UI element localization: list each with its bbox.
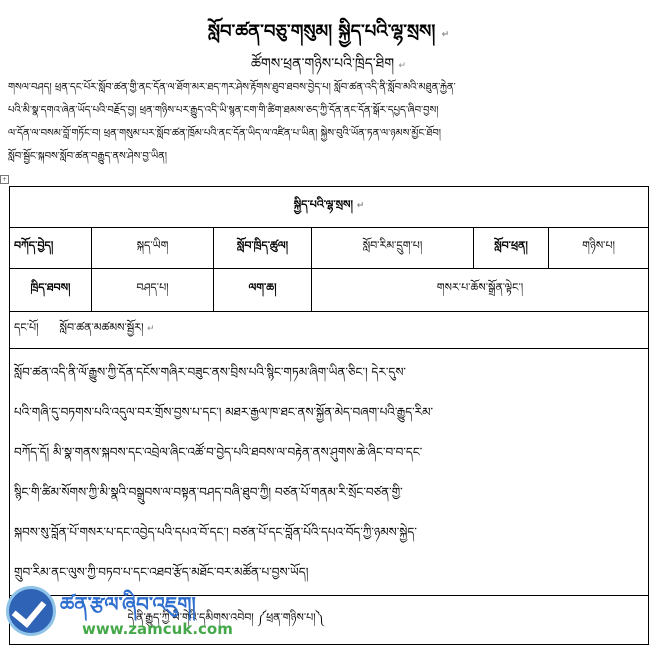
body-line: བཀོད་དོ། མི་སྣ་གནས་སྐབས་དང་འབྲེལ་ཞིང་འཚོ་བ་བྱེད་པའི་ཐབས་ལ་བརྟེན་ནས་ཤུགས་ཆེ་ཞིང་བ་བ་དང་ bbox=[14, 445, 423, 459]
section-number: དང་པོ། bbox=[14, 320, 39, 334]
table-title-row bbox=[10, 187, 649, 228]
checkmark-circle-logo-icon bbox=[6, 586, 56, 636]
document-title: སློབ་ཚན་བཅུ་གསུམ། སྐྱིད་པའི་ལྷ་སྲས། ↵ bbox=[207, 21, 450, 42]
unit-label: སློབ་ཕྲན། bbox=[474, 228, 549, 269]
intro-paragraph bbox=[8, 76, 648, 168]
table-row bbox=[10, 269, 649, 312]
body-row bbox=[10, 349, 649, 596]
site-watermark bbox=[2, 578, 252, 658]
watermark-site-name: ཚན་རྩལ་ཞིབ་འཇུག། bbox=[60, 592, 196, 616]
designer-label: བཀོད་བྱེད། bbox=[10, 228, 92, 269]
grade-label: སློབ་ཁྲིད་ཚུལ། bbox=[214, 228, 312, 269]
method-value: བཤད་པ། bbox=[92, 269, 214, 312]
document-subtitle: ཚོགས་ཕྲན་གཉིས་པའི་ཁྲིད་ཐིག ↵ bbox=[250, 56, 407, 72]
method-label: ཁྲིད་ཐབས། bbox=[10, 269, 92, 312]
section-heading bbox=[10, 312, 649, 349]
paragraph-mark-icon: ↵ bbox=[441, 30, 450, 40]
intro-line: གསལ་བཤད། ཕྲན་དང་པོར་སློབ་ཚན་གྱི་ནང་དོན་ལ་ཐོག་མར་ཐད་ཀར་ཤེས་རྟོགས་ཐུབ་ཐབས་བྱེད་པ། སློབ་ཚན་འདི་ནི་སློབ་མའི་མཐུན་རྐྱེན་ bbox=[8, 82, 456, 93]
table-move-handle-icon[interactable]: + bbox=[1, 176, 8, 183]
watermark-url: www.zamcuk.com bbox=[82, 620, 233, 638]
body-line: སྙིང་གི་ཚིམ་སོགས་ཀྱི་མི་སྣའི་བསྒྲུབས་ལ་བསྟན་བཤད་བཞི་ཐུབ་ཀྱི། བཙན་པོ་གནམ་རི་སྲོང་བཙན་གྱི་ bbox=[14, 485, 403, 499]
tool-value: གསར་པ་ཆོས་སྒྲོན་ལྟེང་། bbox=[312, 269, 649, 312]
paragraph-mark-icon: ↵ bbox=[356, 200, 365, 211]
body-line: སློབ་ཚན་འདི་ནི་ལོ་རྒྱུས་ཀྱི་དོན་དངོས་གཞིར་བཟུང་ནས་བྲིས་པའི་སྙིང་གཏམ་ཞིག་ཡིན་ཅིང་། དེར་དུས་ bbox=[14, 365, 406, 379]
tool-label: ལག་ཆ། bbox=[214, 269, 312, 312]
body-line: གྲུབ་རིམ་ནང་ལུས་ཀྱི་བཏབ་པ་དང་འཐབ་རྩོད་མཐོང་བར་མཚོན་པ་བྱས་ཡོད། bbox=[14, 565, 309, 579]
section-title: སློབ་ཚན་མཚམས་སྦྱོར། bbox=[59, 320, 144, 334]
unit-value: གཉིས་པ། bbox=[549, 228, 649, 269]
lesson-table bbox=[9, 186, 649, 645]
body-line: པའི་གཞི་དུ་བཏགས་པའི་འདུལ་བར་གྲོས་བྱས་པ་དང་། མཐར་རྒྱལ་ཁ་ཐང་ནས་སྐྱོན་མེད་བཞག་པའི་རྒྱུད་རིམ་ bbox=[14, 405, 434, 419]
intro-line: ལ་དོན་ལ་བསམ་བློ་གཏོང་བ། ཕྲན་གསུམ་པར་སློབ་ཚན་ཁྲོམ་པའི་ནང་དོན་ཡིད་ལ་འཛིན་པ་ཡིན། སྐྱེས་བུའི་ཡོན་ཏན་ལ་ཉམས་མྱོང་ཐོབ། bbox=[8, 128, 441, 139]
intro-line: སློབ་སྦྱོང་སྐབས་སློབ་ཚན་བརྒྱུད་ནས་ཤེས་བྱ་ཡིན། bbox=[8, 151, 168, 162]
paragraph-mark-icon: ↵ bbox=[147, 323, 155, 334]
grade-value: སློབ་རིམ་དྲུག་པ། bbox=[312, 228, 474, 269]
intro-line: པའི་མི་སྣ་དགའ་ཞེན་ཡོད་པའི་བརྗོད་བྱ། ཕྲན་གཉིས་པར་རྒྱུད་འདི་ཡི་སྙན་ངག་གི་ཚིག་ཐམས་ཅད་ཀྱི་དོན་ནང་དོན་སྒོར་དཔྱད་ཞིབ་བྱས། bbox=[8, 105, 439, 116]
table-row bbox=[10, 228, 649, 269]
designer-value: སྐད་ཡིག bbox=[92, 228, 214, 269]
body-text bbox=[10, 349, 649, 596]
body-line: སྐབས་སུ་བློན་པོ་གསར་པ་དང་འབྱེད་པའི་དཔའ་བོ་དང་། བཙན་པོ་དང་བློན་པོའི་དཔའ་བོད་ཀྱི་ཉམས་སྐྱེད་ bbox=[14, 525, 417, 539]
section-row bbox=[10, 312, 649, 349]
footer-text: དེ་ནི་རྒྱུད་ཀྱི་ཡི་གེའི་དམིགས་འབེབ། ༼ཕྲན་གཉིས་པ།༽ bbox=[127, 610, 324, 624]
table-heading: སྐྱིད་པའི་ལྷ་སྲས། ↵ bbox=[10, 187, 649, 228]
paragraph-mark-icon: ↵ bbox=[398, 61, 407, 71]
